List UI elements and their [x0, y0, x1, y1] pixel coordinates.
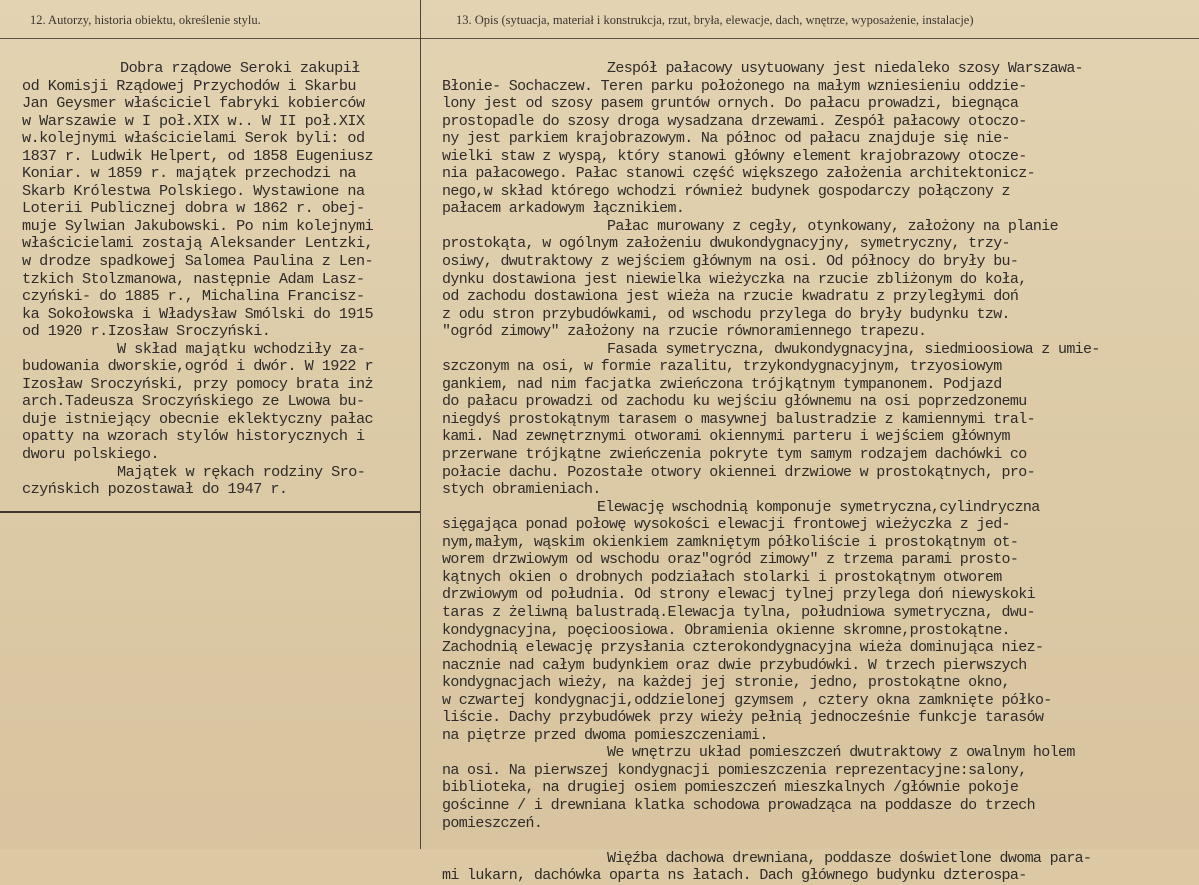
- text-line: duje istniejący obecnie eklektyczny pałac: [22, 409, 374, 428]
- text-line: Loterii Publicznej dobra w 1862 r. obej-: [22, 199, 365, 218]
- text-line: do pałacu prowadzi od zachodu ku wejściu głównemu na osi poprzedzonemu: [442, 393, 1027, 411]
- text-line: w Warszawie w I poł.XIX w.. W II poł.XIX: [22, 111, 365, 130]
- text-line: mi lukarn, dachówka oparta ns łatach. Dach głównego budynku dzterospa-: [442, 867, 1027, 885]
- text-line: Zespół pałacowy usytuowany jest niedaleko szosy Warszawa-: [607, 60, 1084, 77]
- history-text-column: [22, 60, 417, 499]
- text-line: Więźba dachowa drewniana, poddasze doświetlone dwoma para-: [607, 849, 1092, 867]
- text-line: arch.Tadeusza Sroczyńskiego ze Lwowa bu-: [22, 392, 365, 411]
- text-line: w czwartej kondygnacji,oddzielonej gzymsem , cztery okna zamknięte półko-: [442, 691, 1052, 709]
- text-line: muje Sylwian Jakubowski. Po nim kolejnymi: [22, 216, 374, 235]
- text-line: Majątek w rękach rodziny Sro-: [117, 462, 366, 481]
- header-divider: [0, 38, 1199, 39]
- text-line: [442, 832, 1194, 850]
- text-line: nym,małym, wąskim okienkiem zamkniętym półkoliście i prostokątnym ot-: [442, 533, 1019, 551]
- field-13-label: 13. Opis (sytuacja, materiał i konstrukcja, rzut, bryła, elewacje, dach, wnętrze, wyposażenie, instalacje): [456, 13, 974, 27]
- field-12-label: 12. Autorzy, historia obiektu, określenie stylu.: [30, 13, 261, 27]
- text-line: "ogród zimowy" założony na rzucie równoramiennego trapezu.: [442, 323, 927, 341]
- text-line: tzkich Stolzmanowa, następnie Adam Lasz-: [22, 269, 365, 288]
- text-line: opatty na wzorach stylów historycznych i: [22, 427, 365, 446]
- text-line: W skład majątku wchodziły za-: [117, 339, 366, 358]
- text-line: gankiem, nad nim facjatka zwieńczona trójkątnym tympanonem. Podjazd: [442, 375, 1002, 393]
- text-line: na osi. Na pierwszej kondygnacji pomieszczenia reprezentacyjne:salony,: [442, 761, 1027, 779]
- text-line: taras z żeliwną balustradą.Elewacja tylna, południowa symetryczna, dwu-: [442, 603, 1035, 621]
- text-line: czyńskich pozostawał do 1947 r.: [22, 480, 288, 499]
- text-line: dworu polskiego.: [22, 445, 160, 464]
- text-line: od 1920 r.Izosław Sroczyński.: [22, 322, 271, 341]
- text-line: nacznie nad całym budynkiem oraz dwie przybudówki. W trzech pierwszych: [442, 656, 1027, 674]
- text-line: ny jest parkiem krajobrazowym. Na północ od pałacu znajduje się nie-: [442, 130, 1010, 148]
- text-line: wielki staw z wyspą, który stanowi główny element krajobrazowy otocze-: [442, 147, 1027, 165]
- text-line: szczonym na osi, w formie razalitu, trzykondygnacyjnym, trzyosiowym: [442, 358, 1002, 376]
- text-line: na piętrze przed dwoma pomieszczeniami.: [442, 726, 768, 744]
- text-line: Skarb Królestwa Polskiego. Wystawione na: [22, 181, 365, 200]
- text-line: stych obramieniach.: [442, 481, 601, 499]
- text-line: osiwy, dwutraktowy z wejściem głównym na osi. Od północy do bryły bu-: [442, 253, 1019, 271]
- text-line: prostopadle do szosy droga wysadzana drzewami. Zespół pałacowy otoczo-: [442, 112, 1027, 130]
- text-line: dynku dostawiona jest niewielka wieżyczka na rzucie zbliżonym do koła,: [442, 270, 1027, 288]
- text-line: gościnne / i drewniana klatka schodowa prowadząca na poddasze do trzech: [442, 796, 1035, 814]
- text-line: 1837 r. Ludwik Helpert, od 1858 Eugeniusz: [22, 146, 374, 165]
- text-line: sięgająca ponad połowę wysokości elewacji frontowej wieżyczka z jed-: [442, 516, 1010, 534]
- text-line: Pałac murowany z cegły, otynkowany, założony na planie: [607, 217, 1058, 235]
- text-line: lony jest od szosy pasem gruntów ornych. Do pałacu prowadzi, biegnąca: [442, 95, 1019, 113]
- text-line: kondygnacyjna, poęcioosiowa. Obramienia okienne skromne,prostokątne.: [442, 621, 1010, 639]
- text-line: niegdyś prostokątnym tarasem o masywnej balustradzie z kamiennymi tral-: [442, 410, 1035, 428]
- description-text-column: [442, 60, 1194, 885]
- left-section-divider: [0, 511, 420, 513]
- text-line: Fasada symetryczna, dwukondygnacyjna, siedmioosiowa z umie-: [607, 340, 1100, 358]
- text-line: z odu stron przybudówkami, od wschodu przylega do bryły budynku tzw.: [442, 305, 1010, 323]
- text-line: od zachodu dostawiona jest wieża na rzucie kwadratu z przyległymi doń: [442, 288, 1019, 306]
- text-line: pomieszczeń.: [442, 814, 543, 832]
- text-line: połacie dachu. Pozostałe otwory okiennei drzwiowe w prostokątnych, pro-: [442, 463, 1035, 481]
- text-line: w drodze spadkowej Salomea Paulina z Len-: [22, 252, 374, 271]
- text-line: worem drzwiowym od wschodu oraz"ogród zimowy" z trzema parami prosto-: [442, 551, 1019, 569]
- text-line: kątnych okien o drobnych podziałach stolarki i prostokątnym otworem: [442, 568, 1002, 586]
- text-line: pałacem arkadowym łącznikiem.: [442, 200, 685, 218]
- text-line: kondygnacjach wieży, na każdej jej stronie, jedno, prostokątne okno,: [442, 674, 1010, 692]
- text-line: Dobra rządowe Seroki zakupił: [120, 59, 360, 77]
- text-line: Jan Geysmer właściciel fabryki kobierców: [22, 94, 365, 113]
- text-line: od Komisji Rządowej Przychodów i Skarbu: [22, 76, 356, 95]
- text-line: Błonie- Sochaczew. Teren parku położonego na małym wzniesieniu oddzie-: [442, 77, 1027, 95]
- text-line: Elewację wschodnią komponuje symetryczna,cylindryczna: [597, 498, 1040, 516]
- text-line: ka Sokołowska i Władysław Smólski do 1915: [22, 304, 374, 323]
- text-line: w.kolejnymi właścicielami Serok byli: od: [22, 129, 365, 148]
- text-line: We wnętrzu układ pomieszczeń dwutraktowy z owalnym holem: [607, 744, 1075, 762]
- text-line: właścicielami zostają Aleksander Lentzki,: [22, 234, 374, 253]
- text-line: nego,w skład którego wchodzi również budynek gospodarczy połączony z: [442, 182, 1010, 200]
- text-line: liście. Dachy przybudówek przy wieży pełnią jednocześnie funkcje tarasów: [442, 709, 1044, 727]
- text-line: Koniar. w 1859 r. majątek przechodzi na: [22, 164, 356, 183]
- text-line: czyński- do 1885 r., Michalina Francisz-: [22, 287, 365, 306]
- text-line: Izosław Sroczyński, przy pomocy brata inż: [22, 374, 374, 393]
- text-line: Zachodnią elewację przysłania czterokondygnacyjna wieża dominująca niez-: [442, 639, 1044, 657]
- text-line: drzwiowym od południa. Od strony elewacj tylnej przylega doń niewyskoki: [442, 586, 1035, 604]
- text-line: prostokąta, w ogólnym założeniu dwukondygnacyjny, symetryczny, trzy-: [442, 235, 1010, 253]
- text-line: kami. Nad zewnętrznymi otworami okiennymi parteru i wejściem głównym: [442, 428, 1010, 446]
- text-line: budowania dworskie,ogród i dwór. W 1922 r: [22, 357, 374, 376]
- column-divider: [420, 0, 421, 849]
- text-line: biblioteka, na drugiej osiem pomieszczeń mieszkalnych /głównie pokoje: [442, 779, 1019, 797]
- text-line: nia pałacowego. Pałac stanowi część większego założenia architektonicz-: [442, 165, 1035, 183]
- text-line: przerwane trójkątne zwieńczenia pokryte tym samym rodzajem dachówki co: [442, 446, 1027, 464]
